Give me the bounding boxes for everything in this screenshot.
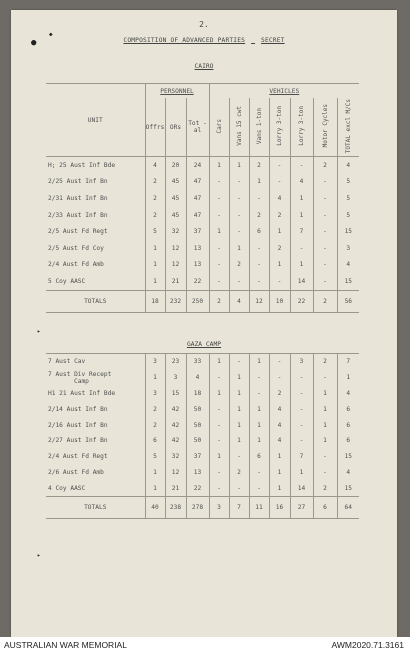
table-cell: 21 <box>165 273 186 290</box>
table-cell: 13 <box>186 257 209 274</box>
table-cell: - <box>209 370 229 386</box>
table-cell: - <box>209 240 229 257</box>
table-cell: 15 <box>337 223 359 240</box>
punch-mark: ● <box>31 38 37 48</box>
totals-cell: 3 <box>209 497 229 519</box>
table-cell: 1 <box>229 386 249 402</box>
table-cell: 47 <box>186 174 209 191</box>
totals-cell: 18 <box>145 290 165 312</box>
table-cell: - <box>229 480 249 496</box>
table-cell: - <box>269 273 290 290</box>
table-cell: - <box>229 174 249 191</box>
table-cell: 12 <box>165 240 186 257</box>
archive-reference: AWM2020.71.3161 <box>331 640 404 650</box>
col-lorry-a: Lorry 3-ton <box>276 106 284 146</box>
table-cell: 14 <box>290 273 313 290</box>
table-cell: 7 <box>337 354 359 370</box>
table-cell: 1 <box>290 465 313 481</box>
table-cell: 32 <box>165 449 186 465</box>
table-cell: 1 <box>209 354 229 370</box>
table-cell: - <box>229 449 249 465</box>
table-cell: 37 <box>186 223 209 240</box>
table-cell: 14 <box>290 480 313 496</box>
table-cell: 1 <box>249 433 269 449</box>
table-cell: - <box>209 417 229 433</box>
table-row <box>46 354 359 370</box>
table-cell: 13 <box>186 240 209 257</box>
table-cell: 2 <box>145 401 165 417</box>
table-cell: 1 <box>209 449 229 465</box>
unit-label: 5 Coy AASC <box>48 277 86 285</box>
table-cell: - <box>249 190 269 207</box>
table-cell: - <box>249 370 269 386</box>
table-cell: - <box>269 354 290 370</box>
document-title <box>11 37 397 44</box>
table-cell: 45 <box>165 207 186 224</box>
table-cell: 15 <box>165 386 186 402</box>
table-cell: 42 <box>165 417 186 433</box>
table-cell: 5 <box>337 174 359 191</box>
table-cell: 23 <box>165 354 186 370</box>
unit-name <box>46 465 145 481</box>
unit-name <box>46 157 145 174</box>
table-cell: 47 <box>186 207 209 224</box>
table-cell: 1 <box>145 257 165 274</box>
table-cell: - <box>249 240 269 257</box>
table-cell: - <box>313 190 337 207</box>
totals-cell: 278 <box>186 497 209 519</box>
table-cell: 1 <box>269 480 290 496</box>
unit-col-header: UNIT <box>46 84 145 157</box>
table-cell: - <box>229 354 249 370</box>
table-cell: 1 <box>290 257 313 274</box>
totals-cell: 2 <box>209 290 229 312</box>
table-cell: 2 <box>313 354 337 370</box>
table-cell: - <box>249 480 269 496</box>
table-cell: 45 <box>165 174 186 191</box>
table-cell: 2 <box>313 480 337 496</box>
unit-name <box>46 401 145 417</box>
table-cell: 6 <box>337 433 359 449</box>
col-vans-1ton: Vans 1-ton <box>255 107 263 145</box>
table-row <box>46 401 359 417</box>
totals-cell: 27 <box>290 497 313 519</box>
table-row <box>46 433 359 449</box>
table-cell: - <box>290 240 313 257</box>
table-cell: 5 <box>145 449 165 465</box>
table-cell: 1 <box>290 207 313 224</box>
table-cell: 4 <box>269 401 290 417</box>
unit-name <box>46 386 145 402</box>
table-cell: 13 <box>186 465 209 481</box>
table-cell: 2 <box>269 207 290 224</box>
table-cell: 1 <box>145 465 165 481</box>
table-cell: 1 <box>269 257 290 274</box>
personnel-group-header: PERSONNEL <box>145 84 209 99</box>
table-cell: 22 <box>186 480 209 496</box>
table-cell: - <box>269 157 290 174</box>
table-cell: 7 <box>290 223 313 240</box>
unit-label: 2/4 Aust Fd Amb <box>48 261 104 269</box>
table-cell: 4 <box>186 370 209 386</box>
table-cell: 15 <box>337 449 359 465</box>
table-row <box>46 240 359 257</box>
col-motor-cycles: Motor Cycles <box>321 104 329 148</box>
table-row <box>46 465 359 481</box>
table-row <box>46 386 359 402</box>
totals-row <box>46 290 359 312</box>
table-cell: 4 <box>290 174 313 191</box>
table-cell: 3 <box>337 240 359 257</box>
col-vans-15cwt: Vans 15 cwt <box>235 106 243 146</box>
table-cell: 1 <box>313 433 337 449</box>
table-row <box>46 417 359 433</box>
table-cell: 50 <box>186 417 209 433</box>
table-row <box>46 449 359 465</box>
table-cell: 4 <box>337 157 359 174</box>
table-cell: 1 <box>269 449 290 465</box>
table-cell: 42 <box>165 401 186 417</box>
table-cell: - <box>269 370 290 386</box>
totals-cell: 11 <box>249 497 269 519</box>
table-cell: 37 <box>186 449 209 465</box>
unit-label: 7 Aust Div Recept <box>48 370 112 378</box>
table-cell: 12 <box>165 465 186 481</box>
table-cell: 1 <box>229 401 249 417</box>
table-cell: 6 <box>249 223 269 240</box>
table-cell: - <box>290 433 313 449</box>
section-heading-gaza: GAZA CAMP <box>186 341 222 348</box>
table-row <box>46 190 359 207</box>
table-cell: 5 <box>337 207 359 224</box>
table-cell: 2 <box>269 386 290 402</box>
table-cell: - <box>313 174 337 191</box>
table-cell: 2 <box>145 190 165 207</box>
unit-label: 2/6 Aust Fd Amb <box>48 468 104 476</box>
table-cell: 50 <box>186 433 209 449</box>
unit-label: 2/4 Aust Fd Regt <box>48 453 108 461</box>
page-number: 2. <box>199 20 209 29</box>
table-cell: - <box>209 174 229 191</box>
table-cell: 2 <box>145 174 165 191</box>
table-cell: 2 <box>313 157 337 174</box>
unit-name <box>46 273 145 290</box>
table-cell: 3 <box>290 354 313 370</box>
table-cell: 1 <box>249 354 269 370</box>
table-cell: 1 <box>229 370 249 386</box>
punch-mark: ◆ <box>49 31 53 38</box>
totals-cell: 2 <box>313 290 337 312</box>
table-cell: 1 <box>313 401 337 417</box>
table-cell: - <box>313 273 337 290</box>
table-cell: - <box>313 370 337 386</box>
table-cell: - <box>313 449 337 465</box>
table-cell: 2 <box>249 157 269 174</box>
table-cell: - <box>209 465 229 481</box>
archive-caption-bar <box>0 637 410 653</box>
unit-name <box>46 417 145 433</box>
table-cell: 4 <box>145 157 165 174</box>
table-cell: - <box>313 465 337 481</box>
unit-name <box>46 240 145 257</box>
table-cell: 2 <box>145 417 165 433</box>
table-cell: 1 <box>313 417 337 433</box>
table-cell: - <box>229 190 249 207</box>
table-cell: 18 <box>186 386 209 402</box>
totals-cell: 232 <box>165 290 186 312</box>
table-row <box>46 257 359 274</box>
unit-name <box>46 354 145 370</box>
classification-stamp: SECRET <box>261 37 285 44</box>
table-cell: 1 <box>145 240 165 257</box>
table-cell: 4 <box>337 386 359 402</box>
col-lorry-b: Lorry 3-ton <box>298 106 306 146</box>
totals-label: TOTALS <box>46 497 145 519</box>
totals-row <box>46 497 359 519</box>
table-cell: - <box>313 257 337 274</box>
unit-name <box>46 190 145 207</box>
totals-cell: 22 <box>290 290 313 312</box>
section-heading-cairo: CAIRO <box>194 63 214 70</box>
unit-label: 2/25 Aust Inf Bn <box>48 178 108 186</box>
table-cell: - <box>229 273 249 290</box>
table-cell: 3 <box>145 354 165 370</box>
table-cell: 4 <box>269 417 290 433</box>
table-cell: 1 <box>229 240 249 257</box>
table-cell: - <box>209 480 229 496</box>
unit-name <box>46 433 145 449</box>
unit-name <box>46 480 145 496</box>
unit-name <box>46 370 145 386</box>
table-cell: 45 <box>165 190 186 207</box>
table-cell: 47 <box>186 190 209 207</box>
totals-cell: 10 <box>269 290 290 312</box>
archive-name: AUSTRALIAN WAR MEMORIAL <box>4 640 127 650</box>
table-row <box>46 157 359 174</box>
table-cell: - <box>209 257 229 274</box>
table-cell: - <box>290 370 313 386</box>
unit-label: 2/31 Aust Inf Bn <box>48 194 108 202</box>
table-cell: - <box>313 207 337 224</box>
table-cell: 15 <box>337 273 359 290</box>
table-cell: 4 <box>337 465 359 481</box>
table-cell: - <box>209 207 229 224</box>
table-cell: - <box>209 190 229 207</box>
totals-cell: 40 <box>145 497 165 519</box>
unit-name <box>46 174 145 191</box>
col-cars: Cars <box>215 118 223 134</box>
table-cell: 6 <box>249 449 269 465</box>
table-cell: - <box>209 401 229 417</box>
table-cell: 4 <box>269 190 290 207</box>
unit-label: 2/5 Aust Fd Coy <box>48 244 104 252</box>
unit-name <box>46 223 145 240</box>
table-cell: 1 <box>229 433 249 449</box>
table-row <box>46 223 359 240</box>
unit-label-continued: Camp <box>74 377 89 385</box>
totals-cell: 250 <box>186 290 209 312</box>
table-row <box>46 480 359 496</box>
table-cell: - <box>249 465 269 481</box>
unit-label: 4 Coy AASC <box>48 484 86 492</box>
totals-cell: 238 <box>165 497 186 519</box>
table-cell: - <box>290 401 313 417</box>
table-cell: 2 <box>229 465 249 481</box>
table-cell: 1 <box>313 386 337 402</box>
table-cell: 1 <box>337 370 359 386</box>
unit-label: 2/16 Aust Inf Bn <box>48 421 108 429</box>
col-total: Tot -al <box>186 98 209 157</box>
totals-cell: 6 <box>313 497 337 519</box>
totals-cell: 12 <box>249 290 269 312</box>
unit-label: 7 Aust Cav <box>48 358 86 366</box>
totals-cell: 16 <box>269 497 290 519</box>
table-cell: 1 <box>209 386 229 402</box>
table-cell: 4 <box>269 433 290 449</box>
table-cell: 1 <box>229 417 249 433</box>
unit-label: 2/27 Aust Inf Bn <box>48 437 108 445</box>
vehicles-group-header: VEHICLES <box>209 84 359 99</box>
table-cell: - <box>290 417 313 433</box>
col-total-vehicles: TOTAL excl M/Cs <box>344 98 352 154</box>
table-cell: 2 <box>229 257 249 274</box>
table-cell: - <box>249 386 269 402</box>
unit-name <box>46 207 145 224</box>
document-page <box>11 10 397 637</box>
table-cell: - <box>249 273 269 290</box>
table-cell: - <box>209 433 229 449</box>
table-cell: - <box>249 257 269 274</box>
table-cell: - <box>313 223 337 240</box>
table-cell: 12 <box>165 257 186 274</box>
punch-mark: ▸ <box>37 552 41 559</box>
table-cell: 6 <box>337 417 359 433</box>
totals-label: TOTALS <box>46 290 145 312</box>
table-cell: - <box>290 386 313 402</box>
table-cell: - <box>290 157 313 174</box>
col-offrs: Offrs <box>145 98 165 157</box>
table-row <box>46 273 359 290</box>
table-cell: 5 <box>337 190 359 207</box>
unit-label: 2/33 Aust Inf Bn <box>48 211 108 219</box>
totals-cell: 64 <box>337 497 359 519</box>
table-cell: 42 <box>165 433 186 449</box>
table-cell: 1 <box>209 223 229 240</box>
table-cell: 1 <box>229 157 249 174</box>
table-row <box>46 370 359 386</box>
table-cell: 3 <box>165 370 186 386</box>
table-cell: 1 <box>145 370 165 386</box>
col-ors: ORs <box>165 98 186 157</box>
table-cell: 6 <box>145 433 165 449</box>
table-cell: 1 <box>290 190 313 207</box>
table-cell: - <box>229 223 249 240</box>
table-cell: 1 <box>249 174 269 191</box>
table-cell: 2 <box>145 207 165 224</box>
table-cell: 1 <box>269 223 290 240</box>
totals-cell: 56 <box>337 290 359 312</box>
table-cell: - <box>269 174 290 191</box>
table-cell: 4 <box>337 257 359 274</box>
table-cell: 5 <box>145 223 165 240</box>
table-cell: 32 <box>165 223 186 240</box>
table-cell: 3 <box>145 386 165 402</box>
table-cell: 20 <box>165 157 186 174</box>
table-cell: - <box>209 273 229 290</box>
unit-label: 2/5 Aust Fd Regt <box>48 228 108 236</box>
unit-label: H; 25 Aust Inf Bde <box>48 161 116 169</box>
unit-label: H1 21 Aust Inf Bde <box>48 389 116 397</box>
table-cell: 1 <box>209 157 229 174</box>
table-cell: - <box>229 207 249 224</box>
table-cell: 24 <box>186 157 209 174</box>
table-cell: 50 <box>186 401 209 417</box>
table-cell: 1 <box>145 480 165 496</box>
table-cell: 22 <box>186 273 209 290</box>
table-cell: 2 <box>269 240 290 257</box>
unit-name <box>46 257 145 274</box>
table-cell: 1 <box>249 417 269 433</box>
table-cell: 33 <box>186 354 209 370</box>
table-cell: 15 <box>337 480 359 496</box>
table-cell: 1 <box>249 401 269 417</box>
table-row <box>46 207 359 224</box>
table-cell: 1 <box>269 465 290 481</box>
table-cell: 6 <box>337 401 359 417</box>
table-row <box>46 174 359 191</box>
table-cell: 1 <box>145 273 165 290</box>
table-cell: 2 <box>249 207 269 224</box>
unit-name <box>46 449 145 465</box>
header-row <box>46 84 359 99</box>
table-cell: - <box>313 240 337 257</box>
table-cell: 7 <box>290 449 313 465</box>
title-text: COMPOSITION OF ADVANCED PARTIES <box>123 37 246 44</box>
table-cell: 21 <box>165 480 186 496</box>
totals-cell: 4 <box>229 290 249 312</box>
totals-cell: 7 <box>229 497 249 519</box>
punch-mark: ▸ <box>37 328 41 335</box>
unit-label: 2/14 Aust Inf Bn <box>48 405 108 413</box>
cairo-table <box>46 83 359 313</box>
gaza-table <box>46 353 359 519</box>
